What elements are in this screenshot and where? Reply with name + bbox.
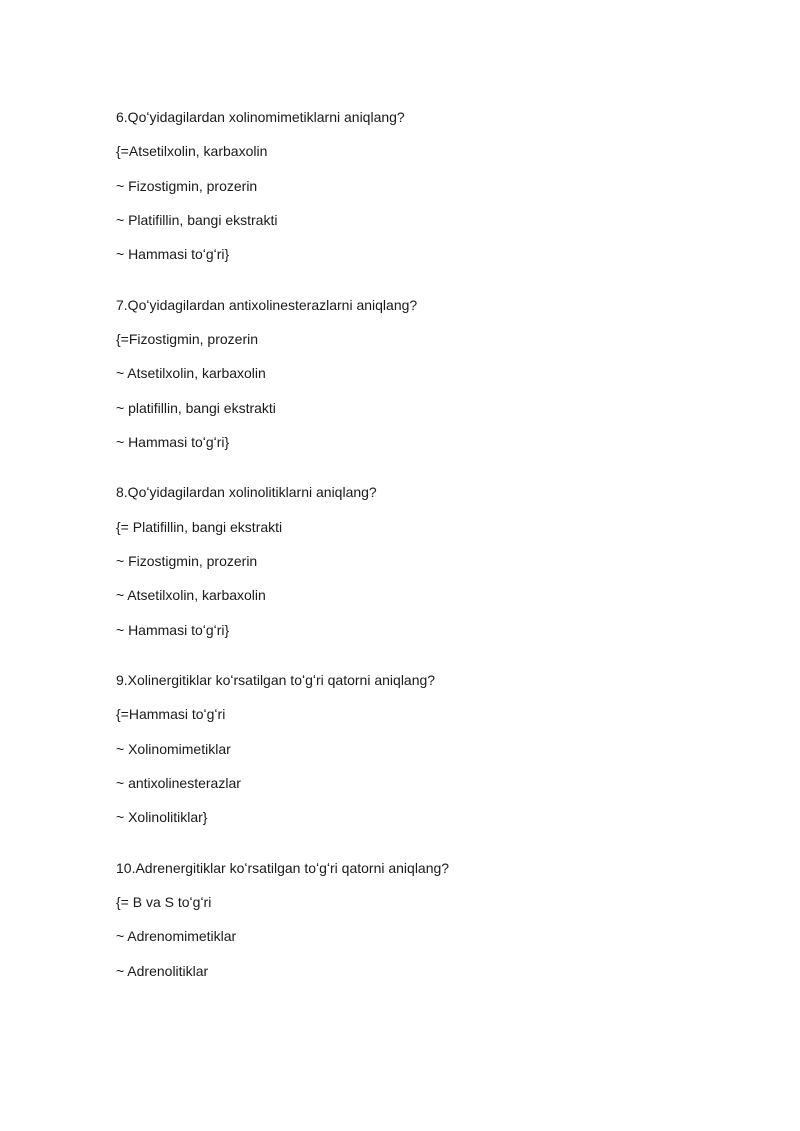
answer-option: ~ platifillin, bangi ekstrakti [116,399,276,416]
answer-option: {=Fizostigmin, prozerin [116,330,259,347]
question-prompt: 7.Qoʻyidagilardan antixolinesterazlarni aniqlang? [116,296,418,313]
answer-option: {=Hammasi toʻgʻri [116,706,226,723]
answer-option: ~ antixolinesterazlar [116,774,241,791]
answer-option: {= B va S toʻgʻri [116,894,212,911]
question-10 [116,859,716,980]
question-prompt: 8.Qoʻyidagilardan xolinolitiklarni aniqlang? [116,484,377,501]
answer-option: ~ Atsetilxolin, karbaxolin [116,587,266,604]
question-7 [116,296,716,451]
question-9 [116,671,716,826]
question-8 [116,483,716,638]
answer-option: ~ Hammasi toʻgʻri} [116,246,230,263]
answer-option: ~ Xolinomimetiklar [116,740,231,757]
answer-option: ~ Hammasi toʻgʻri} [116,621,230,638]
answer-option: ~ Atsetilxolin, karbaxolin [116,365,266,382]
answer-option: {=Atsetilxolin, karbaxolin [116,143,268,160]
question-prompt: 10.Adrenergitiklar koʻrsatilgan toʻgʻri qatorni aniqlang? [116,859,450,876]
answer-option: ~ Platifillin, bangi ekstrakti [116,211,278,228]
answer-option: ~ Adrenolitiklar [116,962,209,979]
question-6 [116,108,716,263]
answer-option: ~ Xolinolitiklar} [116,809,208,826]
answer-option: {= Platifillin, bangi ekstrakti [116,518,283,535]
answer-option: ~ Fizostigmin, prozerin [116,177,258,194]
answer-option: ~ Adrenomimetiklar [116,928,237,945]
question-prompt: 9.Xolinergitiklar koʻrsatilgan toʻgʻri qatorni aniqlang? [116,672,436,689]
answer-option: ~ Hammasi toʻgʻri} [116,433,230,450]
question-list [116,108,716,1012]
answer-option: ~ Fizostigmin, prozerin [116,552,258,569]
question-prompt: 6.Qoʻyidagilardan xolinomimetiklarni aniqlang? [116,109,405,125]
